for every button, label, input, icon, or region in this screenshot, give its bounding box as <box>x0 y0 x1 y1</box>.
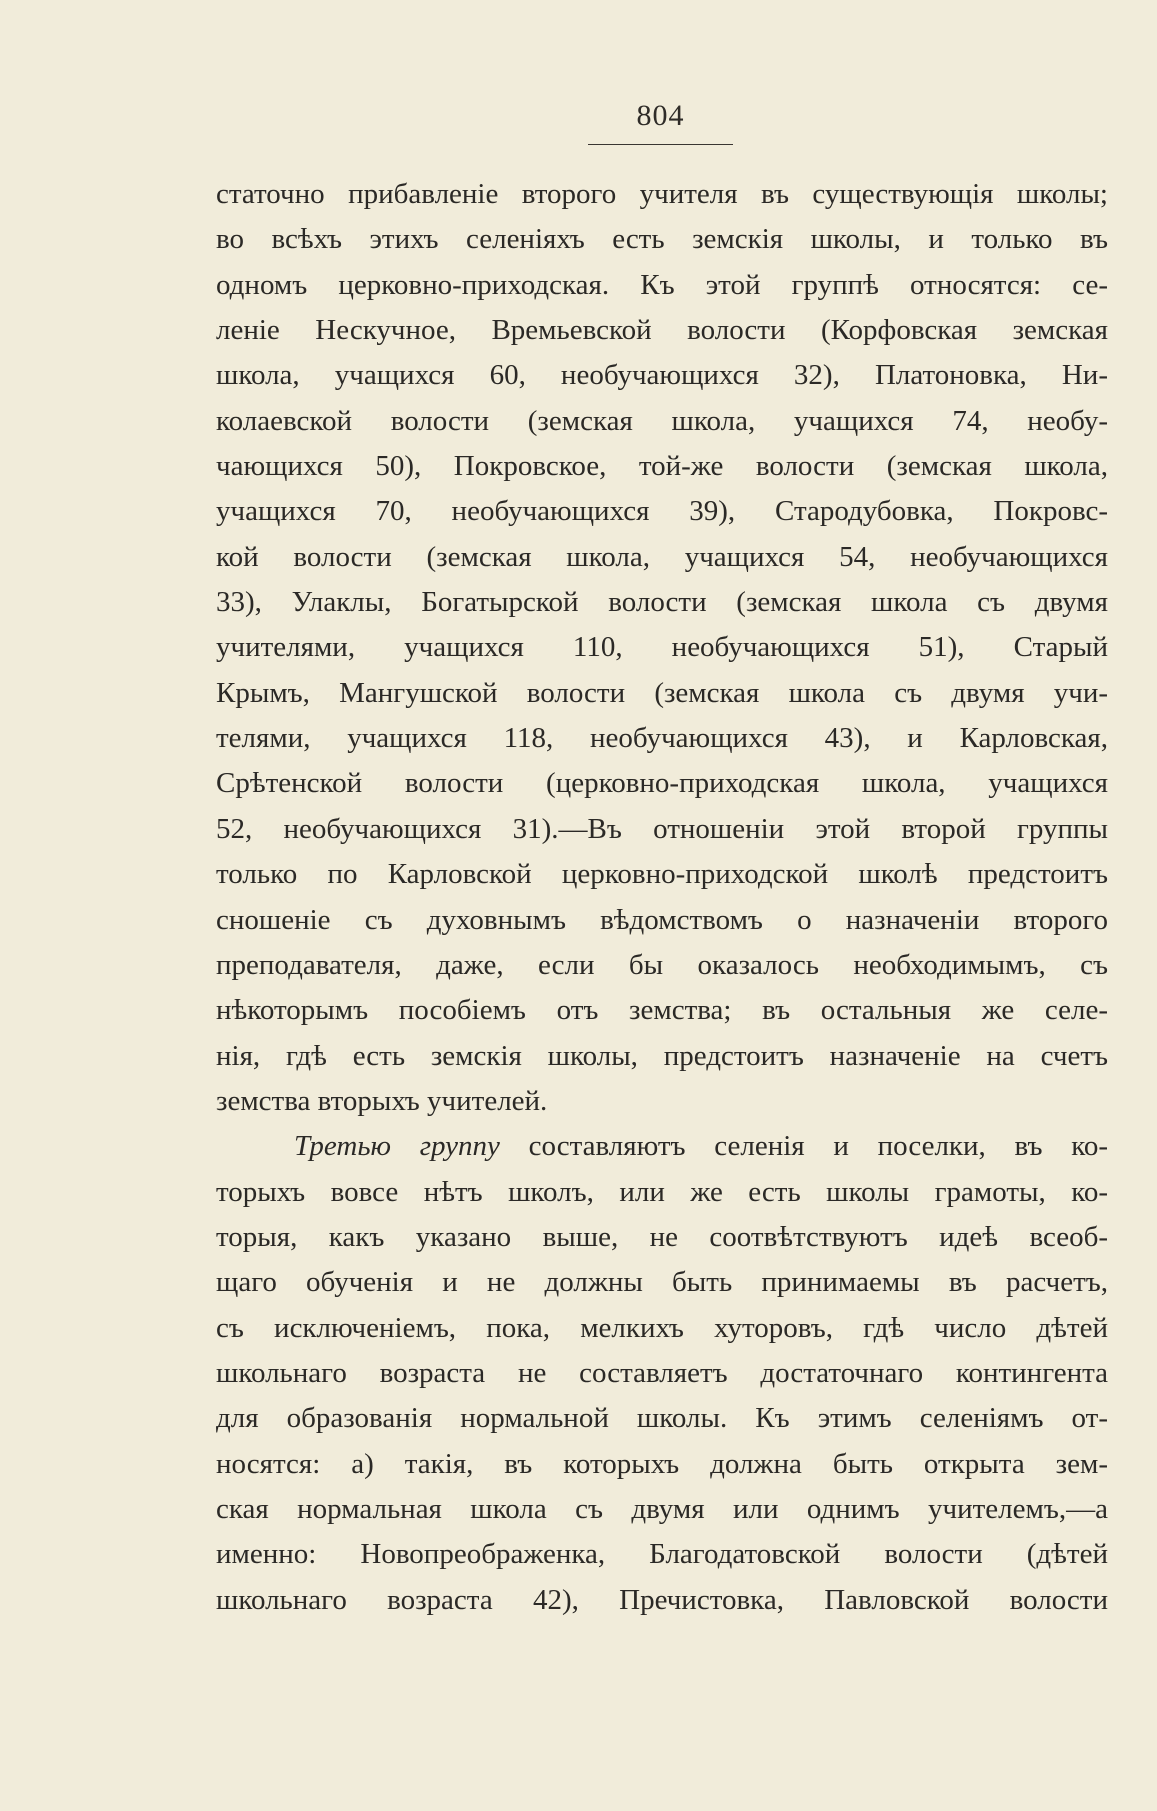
text-line: во всѣхъ этихъ селеніяхъ есть земскія школы, и только въ <box>216 223 1108 256</box>
text-line: учителями, учащихся 110, необучающихся 51), Старый <box>216 631 1108 664</box>
text-line: учащихся 70, необучающихся 39), Стародубовка, Покровс- <box>216 495 1108 528</box>
line-text: составляютъ селенія и поселки, въ ко- <box>499 1130 1108 1163</box>
text-line: чающихся 50), Покровское, той-же волости (земская школа, <box>216 450 1108 483</box>
text-line: земства вторыхъ учителей. <box>216 1084 548 1117</box>
text-line: съ исключеніемъ, пока, мелкихъ хуторовъ, гдѣ число дѣтей <box>216 1311 1108 1344</box>
text-line <box>216 1124 1108 1169</box>
text-line: Крымъ, Мангушской волости (земская школа съ двумя учи- <box>216 676 1108 709</box>
text-line: для образованія нормальной школы. Къ этимъ селеніямъ от- <box>216 1402 1108 1435</box>
text-line: статочно прибавленіе второго учителя въ существующія школы; <box>216 178 1108 210</box>
text-line: нія, гдѣ есть земскія школы, предстоитъ назначеніе на счетъ <box>216 1039 1108 1072</box>
text-line: носятся: а) такія, въ которыхъ должна быть открыта зем- <box>216 1447 1108 1480</box>
text-line: школа, учащихся 60, необучающихся 32), Платоновка, Ни- <box>216 359 1108 392</box>
text-line: именно: Новопреображенка, Благодатовской волости (дѣтей <box>216 1538 1108 1571</box>
page-number: 804 <box>636 99 685 132</box>
page-number-rule <box>588 144 733 145</box>
text-line: ская нормальная школа съ двумя или однимъ учителемъ,—а <box>216 1492 1108 1525</box>
paragraph-2 <box>216 1124 1108 1623</box>
text-line: колаевской волости (земская школа, учащихся 74, необу- <box>216 404 1108 437</box>
text-line: одномъ церковно-приходская. Къ этой группѣ относятся: се- <box>216 268 1108 301</box>
italic-phrase: Третью группу <box>294 1130 500 1163</box>
text-line: леніе Нескучное, Времьевской волости (Корфовская земская <box>216 314 1108 347</box>
text-line: 33), Улаклы, Богатырской волости (земская школа съ двумя <box>216 586 1108 619</box>
text-line: телями, учащихся 118, необучающихся 43), и Карловская, <box>216 722 1108 755</box>
text-line: школьнаго возраста не составляетъ достаточнаго контингента <box>216 1356 1108 1389</box>
text-line: щаго обученія и не должны быть принимаемы въ расчетъ, <box>216 1266 1108 1299</box>
text-line: школьнаго возраста 42), Пречистовка, Павловской волости <box>216 1583 1108 1616</box>
text-line: только по Карловской церковно-приходской школѣ предстоитъ <box>216 858 1108 891</box>
body-text <box>216 172 1108 1623</box>
text-line: кой волости (земская школа, учащихся 54, необучающихся <box>216 540 1108 573</box>
text-line: нѣкоторымъ пособіемъ отъ земства; въ остальныя же селе- <box>216 994 1108 1027</box>
paragraph-1 <box>216 172 1108 1124</box>
text-line: сношеніе съ духовнымъ вѣдомствомъ о назначеніи второго <box>216 903 1108 936</box>
text-line: Срѣтенской волости (церковно-приходская школа, учащихся <box>216 767 1108 800</box>
text-line: преподавателя, даже, если бы оказалось необходимымъ, съ <box>216 948 1108 981</box>
text-line: торыхъ вовсе нѣтъ школъ, или же есть школы грамоты, ко- <box>216 1175 1108 1208</box>
text-line: торыя, какъ указано выше, не соотвѣтствуютъ идеѣ всеоб- <box>216 1220 1108 1253</box>
text-line: 52, необучающихся 31).—Въ отношеніи этой второй группы <box>216 812 1108 845</box>
